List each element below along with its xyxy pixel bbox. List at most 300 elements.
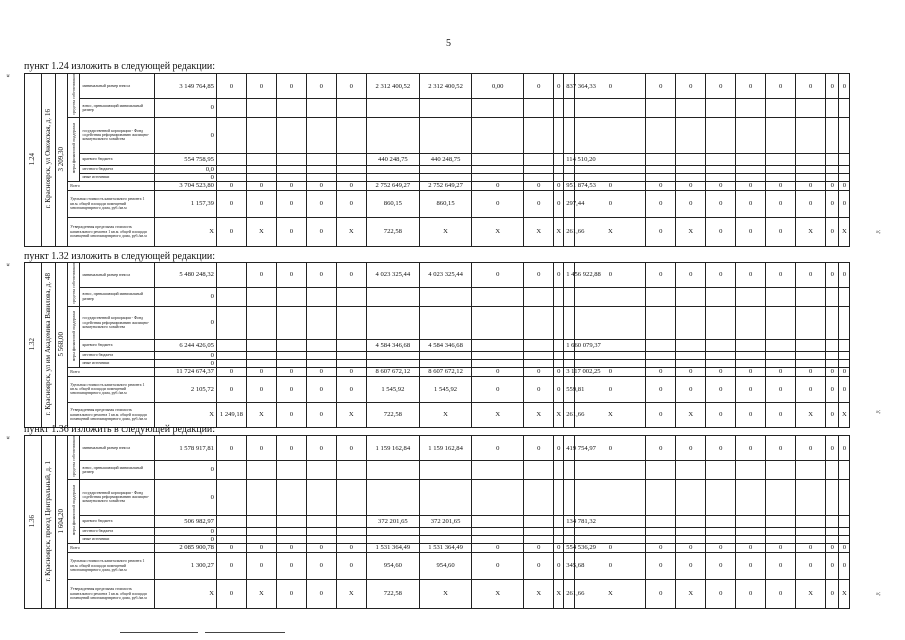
value-cell: 0 (336, 436, 366, 461)
value-cell: 0 (676, 181, 706, 190)
value-cell (554, 339, 564, 351)
value-cell: 0 (766, 543, 796, 552)
value-cell: 0 (676, 367, 706, 376)
value-cell (826, 527, 839, 535)
value-cell (276, 351, 306, 359)
value-cell: 0 (736, 552, 766, 579)
value-cell: 4 584 346,68 (366, 339, 419, 351)
value-cell (554, 306, 564, 339)
value-cell (676, 359, 706, 367)
value-cell (472, 117, 524, 153)
value-cell (575, 351, 646, 359)
value-cell: X (676, 402, 706, 427)
value-cell (676, 351, 706, 359)
table-row (25, 579, 874, 608)
value-cell: 134 781,32 (564, 515, 575, 527)
value-cell: 0 (276, 181, 306, 190)
value-cell: 722,58 (366, 217, 419, 246)
table-row (25, 376, 874, 402)
value-cell (419, 359, 471, 367)
value-cell (472, 287, 524, 306)
value-cell: 0 (336, 367, 366, 376)
value-cell (839, 515, 850, 527)
value-cell (216, 287, 246, 306)
value-cell: 0 (306, 217, 336, 246)
value-cell (419, 99, 471, 118)
value-cell: 0 (706, 543, 736, 552)
value-cell (676, 287, 706, 306)
value-cell (336, 99, 366, 118)
value-cell: 1 545,92 (419, 376, 471, 402)
value-cell: X (154, 579, 216, 608)
value-cell: X (524, 402, 554, 427)
value-cell (646, 165, 676, 173)
value-cell: X (796, 579, 826, 608)
value-cell (575, 527, 646, 535)
value-cell (216, 173, 246, 181)
value-cell: 2 752 649,27 (419, 181, 471, 190)
value-cell: 0 (276, 436, 306, 461)
owners-funds-label (68, 74, 80, 118)
value-cell: 0 (766, 579, 796, 608)
value-cell: 0 (796, 181, 826, 190)
value-cell: 0 (646, 543, 676, 552)
program-table (24, 73, 874, 247)
value-cell: 0 (154, 359, 216, 367)
value-cell (706, 153, 736, 165)
value-cell: 0 (826, 263, 839, 288)
value-cell: 0 (766, 367, 796, 376)
value-cell (554, 99, 564, 118)
value-cell: 0 (766, 552, 796, 579)
value-cell: 0 (276, 579, 306, 608)
value-cell (706, 515, 736, 527)
table-row (25, 263, 874, 288)
value-cell (736, 306, 766, 339)
value-cell (246, 287, 276, 306)
value-cell (676, 99, 706, 118)
value-cell: 0 (839, 543, 850, 552)
value-cell: 2 312 400,52 (366, 74, 419, 99)
value-cell (366, 173, 419, 181)
value-cell (216, 359, 246, 367)
row-label: местного бюджета (80, 351, 154, 359)
value-cell (246, 153, 276, 165)
value-cell (246, 527, 276, 535)
bottom-rule (120, 632, 198, 633)
value-cell (564, 99, 575, 118)
value-cell: 0 (826, 552, 839, 579)
value-cell (554, 165, 564, 173)
value-cell (676, 527, 706, 535)
row-label: иные источники (80, 359, 154, 367)
value-cell: 0 (826, 543, 839, 552)
value-cell: 0 (646, 376, 676, 402)
value-cell (796, 479, 826, 515)
value-cell: 0 (736, 217, 766, 246)
value-cell (736, 461, 766, 480)
value-cell: 0 (246, 552, 276, 579)
vertical-text: меры финансовой поддержки (71, 123, 77, 174)
value-cell: 0 (554, 367, 564, 376)
value-cell: 0 (839, 376, 850, 402)
value-cell (564, 351, 575, 359)
value-cell: 0 (646, 402, 676, 427)
value-cell (646, 287, 676, 306)
value-cell: X (524, 579, 554, 608)
value-cell: X (796, 217, 826, 246)
value-cell: 0 (736, 263, 766, 288)
value-cell: 0 (646, 74, 676, 99)
value-cell: 0 (796, 552, 826, 579)
value-cell (796, 339, 826, 351)
value-cell: 954,60 (366, 552, 419, 579)
row-label: местного бюджета (80, 165, 154, 173)
value-cell (564, 117, 575, 153)
value-cell: 0 (216, 74, 246, 99)
value-cell: 3 117 002,25 (564, 367, 575, 376)
value-cell: X (554, 217, 564, 246)
value-cell (826, 479, 839, 515)
value-cell: 0 (336, 263, 366, 288)
value-cell (826, 117, 839, 153)
table-row (25, 165, 874, 173)
value-cell (336, 287, 366, 306)
value-cell: 0 (766, 181, 796, 190)
value-cell: 3 149 764,85 (154, 74, 216, 99)
value-cell (564, 306, 575, 339)
value-cell (706, 287, 736, 306)
value-cell (524, 535, 554, 543)
value-cell: 0 (554, 74, 564, 99)
value-cell (472, 153, 524, 165)
value-cell: 8 607 672,12 (366, 367, 419, 376)
value-cell (826, 287, 839, 306)
row-label: минимальный размер взноса (80, 74, 154, 99)
value-cell (472, 535, 524, 543)
value-cell: 0 (306, 181, 336, 190)
value-cell (676, 306, 706, 339)
value-cell (246, 535, 276, 543)
value-cell (676, 165, 706, 173)
value-cell (575, 165, 646, 173)
value-cell (646, 359, 676, 367)
value-cell (839, 359, 850, 367)
value-cell (766, 165, 796, 173)
value-cell: 5 480 248,32 (154, 263, 216, 288)
value-cell (554, 479, 564, 515)
value-cell (554, 351, 564, 359)
value-cell (676, 339, 706, 351)
value-cell (246, 117, 276, 153)
vertical-text: средства собственников (71, 263, 77, 304)
row-label: краевого бюджета (80, 515, 154, 527)
house-area (56, 436, 68, 609)
owners-funds-label (68, 263, 80, 307)
value-cell: 0 (766, 436, 796, 461)
value-cell (276, 479, 306, 515)
value-cell: 0 (336, 190, 366, 217)
vertical-text: меры финансовой поддержки (71, 310, 77, 361)
value-cell (419, 461, 471, 480)
value-cell: 1 531 364,49 (366, 543, 419, 552)
value-cell: 559,81 (564, 376, 575, 402)
value-cell: 0 (554, 181, 564, 190)
house-area (56, 74, 68, 247)
value-cell: 0 (216, 579, 246, 608)
table-row (25, 479, 874, 515)
value-cell (766, 479, 796, 515)
value-cell (575, 535, 646, 543)
value-cell: 0 (575, 376, 646, 402)
value-cell (419, 117, 471, 153)
value-cell (366, 306, 419, 339)
value-cell (276, 117, 306, 153)
value-cell (575, 461, 646, 480)
value-cell: 0 (216, 376, 246, 402)
value-cell: 0 (676, 263, 706, 288)
value-cell: X (336, 217, 366, 246)
financial-support-label (68, 117, 80, 181)
value-cell (826, 515, 839, 527)
value-cell: 0 (276, 263, 306, 288)
value-cell: 0 (472, 436, 524, 461)
value-cell: 0 (306, 376, 336, 402)
value-cell: 0 (766, 74, 796, 99)
value-cell: 0 (554, 552, 564, 579)
value-cell: 0,0 (154, 165, 216, 173)
value-cell (554, 515, 564, 527)
vertical-text: г. Красноярск, проезд Центральный, д. 1 (43, 460, 52, 582)
vertical-text: средства собственников (71, 436, 77, 477)
value-cell (246, 173, 276, 181)
value-cell: 0 (766, 376, 796, 402)
table-row (25, 527, 874, 535)
value-cell: 0 (826, 217, 839, 246)
side-mark: « (4, 263, 12, 267)
value-cell: X (472, 402, 524, 427)
value-cell (246, 515, 276, 527)
value-cell (336, 461, 366, 480)
value-cell: 0 (336, 181, 366, 190)
section-heading: пункт 1.32 изложить в следующей редакции: (24, 251, 216, 262)
value-cell: 0 (796, 543, 826, 552)
value-cell: 0 (736, 436, 766, 461)
program-table (24, 435, 874, 609)
closing-quote: »; (876, 229, 881, 235)
value-cell (736, 535, 766, 543)
value-cell: 0 (826, 579, 839, 608)
value-cell (766, 515, 796, 527)
value-cell: 261,66 (564, 402, 575, 427)
value-cell: 0 (216, 190, 246, 217)
value-cell: 1 456 922,88 (564, 263, 575, 288)
value-cell: 0 (575, 552, 646, 579)
value-cell (736, 287, 766, 306)
house-address (41, 436, 55, 609)
vertical-text: 5 568,00 (57, 331, 66, 357)
value-cell: 0 (736, 579, 766, 608)
value-cell: 0 (306, 402, 336, 427)
value-cell (826, 99, 839, 118)
value-cell (524, 99, 554, 118)
value-cell (216, 153, 246, 165)
value-cell (276, 359, 306, 367)
value-cell (216, 479, 246, 515)
value-cell: X (554, 579, 564, 608)
value-cell: 0 (276, 190, 306, 217)
value-cell (766, 339, 796, 351)
value-cell (796, 306, 826, 339)
value-cell: 2 752 649,27 (366, 181, 419, 190)
value-cell: 4 023 325,44 (366, 263, 419, 288)
value-cell: X (246, 402, 276, 427)
value-cell (216, 117, 246, 153)
value-cell: 0 (306, 367, 336, 376)
value-cell (336, 515, 366, 527)
value-cell (524, 527, 554, 535)
value-cell: 0 (154, 535, 216, 543)
value-cell (676, 515, 706, 527)
value-cell (575, 99, 646, 118)
value-cell: 0 (839, 74, 850, 99)
value-cell: 0 (154, 306, 216, 339)
value-cell: 722,58 (366, 402, 419, 427)
value-cell (839, 287, 850, 306)
value-cell (246, 306, 276, 339)
value-cell (246, 165, 276, 173)
value-cell: 1 531 364,49 (419, 543, 471, 552)
value-cell: 951 874,53 (564, 181, 575, 190)
value-cell: 0 (336, 376, 366, 402)
value-cell: 0 (524, 74, 554, 99)
value-cell: 0 (524, 543, 554, 552)
value-cell (646, 173, 676, 181)
financial-support-label (68, 479, 80, 543)
row-label: Всего (68, 543, 155, 552)
value-cell: 0 (554, 190, 564, 217)
value-cell: X (676, 217, 706, 246)
value-cell (419, 287, 471, 306)
value-cell: 0 (276, 367, 306, 376)
house-address (41, 263, 55, 428)
value-cell: X (419, 579, 471, 608)
value-cell: 0 (736, 367, 766, 376)
value-cell (306, 165, 336, 173)
value-cell (472, 351, 524, 359)
value-cell: X (676, 579, 706, 608)
value-cell: 0 (154, 117, 216, 153)
value-cell: 0 (575, 263, 646, 288)
value-cell: 722,58 (366, 579, 419, 608)
value-cell: 0 (766, 402, 796, 427)
value-cell: 0 (706, 402, 736, 427)
value-cell: 0 (646, 190, 676, 217)
value-cell (246, 351, 276, 359)
value-cell: 0 (306, 543, 336, 552)
value-cell (336, 359, 366, 367)
value-cell: 0 (736, 74, 766, 99)
value-cell: 0 (276, 376, 306, 402)
value-cell: 0 (706, 376, 736, 402)
value-cell (706, 339, 736, 351)
value-cell (736, 351, 766, 359)
value-cell (306, 479, 336, 515)
row-label: местного бюджета (80, 527, 154, 535)
value-cell: 0 (524, 367, 554, 376)
value-cell (766, 359, 796, 367)
value-cell (646, 339, 676, 351)
value-cell (524, 479, 554, 515)
value-cell: 554 758,95 (154, 153, 216, 165)
value-cell: X (246, 579, 276, 608)
value-cell: 0 (246, 74, 276, 99)
value-cell: 2 105,72 (154, 376, 216, 402)
side-mark: « (4, 74, 12, 78)
value-cell (575, 173, 646, 181)
row-label: иные источники (80, 173, 154, 181)
value-cell: 0 (766, 217, 796, 246)
value-cell: 3 704 523,80 (154, 181, 216, 190)
value-cell (646, 527, 676, 535)
value-cell: 860,15 (419, 190, 471, 217)
value-cell (216, 263, 246, 288)
value-cell: 0 (246, 181, 276, 190)
value-cell (646, 535, 676, 543)
value-cell: 0 (472, 543, 524, 552)
row-label: Удельная стоимость капитального ремонта 1 кв.м. общей площади помещений многоквартирного дома, руб./кв.м (68, 376, 155, 402)
value-cell: X (154, 402, 216, 427)
value-cell (524, 287, 554, 306)
value-cell (706, 527, 736, 535)
value-cell: 6 244 426,05 (154, 339, 216, 351)
value-cell: 0 (736, 543, 766, 552)
vertical-text: 1 604,20 (57, 508, 66, 534)
value-cell: X (472, 217, 524, 246)
table-row (25, 99, 874, 118)
value-cell (366, 461, 419, 480)
value-cell (766, 527, 796, 535)
value-cell (646, 117, 676, 153)
value-cell (766, 535, 796, 543)
value-cell: 0 (524, 190, 554, 217)
value-cell (336, 535, 366, 543)
value-cell (246, 359, 276, 367)
value-cell: 0 (646, 181, 676, 190)
value-cell (216, 535, 246, 543)
value-cell (646, 153, 676, 165)
value-cell (306, 306, 336, 339)
value-cell (564, 527, 575, 535)
value-cell: 0 (736, 376, 766, 402)
value-cell: 0 (276, 74, 306, 99)
vertical-text: меры финансовой поддержки (71, 485, 77, 536)
value-cell (554, 527, 564, 535)
table-row (25, 74, 874, 99)
value-cell: 0 (524, 263, 554, 288)
value-cell (564, 479, 575, 515)
value-cell (839, 461, 850, 480)
value-cell (366, 165, 419, 173)
value-cell (336, 153, 366, 165)
value-cell: X (839, 217, 850, 246)
value-cell (472, 527, 524, 535)
value-cell (419, 306, 471, 339)
value-cell (706, 351, 736, 359)
value-cell: 0,00 (472, 74, 524, 99)
value-cell (826, 339, 839, 351)
value-cell (216, 306, 246, 339)
